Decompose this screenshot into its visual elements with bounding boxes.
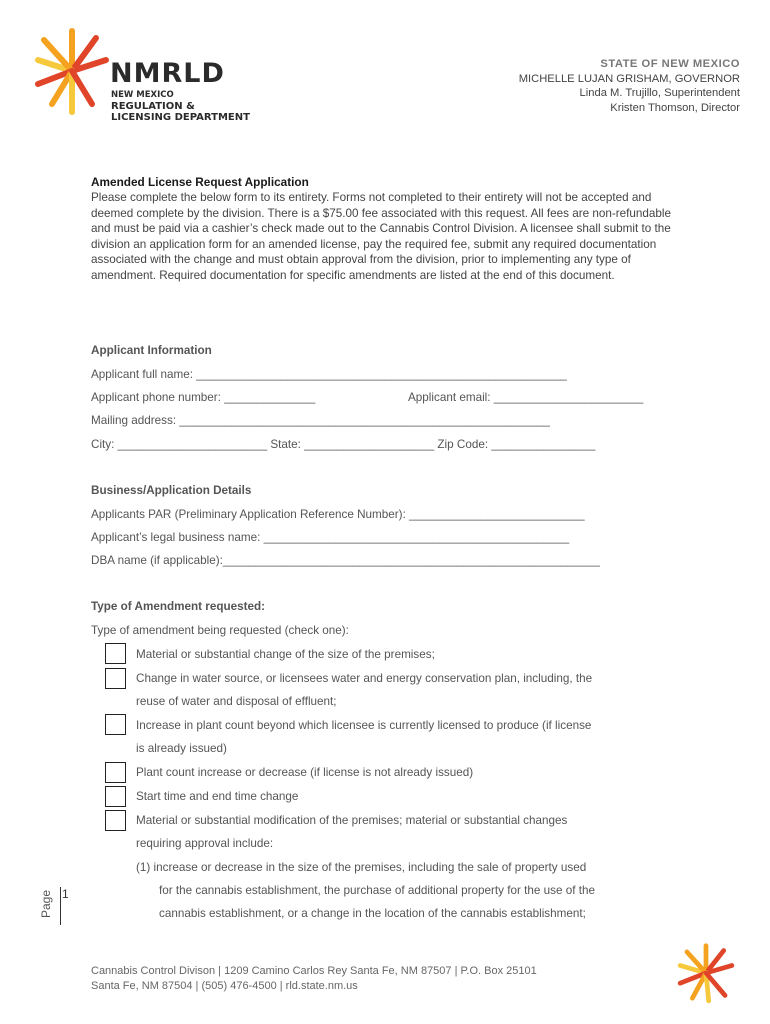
page-number: 1 — [62, 887, 69, 901]
checkbox-plant-count-increase[interactable] — [105, 714, 126, 735]
nmrld-logo-icon — [22, 26, 122, 116]
business-section-title: Business/Application Details — [91, 484, 252, 497]
superintendent: Linda M. Trujillo, Superintendent — [579, 87, 740, 99]
state-header — [519, 57, 740, 115]
amendment-section-title: Type of Amendment requested: — [91, 600, 266, 613]
footer-logo-icon — [672, 942, 740, 1004]
director: Kristen Thomson, Director — [610, 101, 740, 114]
applicant-name-field[interactable]: Applicant full name: _________________________________________________________ — [91, 368, 567, 381]
option-plant-count-increase-cont: is already issued) — [136, 742, 227, 755]
dept-line-1: NEW MEXICO — [111, 90, 174, 100]
option-plant-count-change: Plant count increase or decrease (if license is not already issued) — [136, 766, 474, 779]
checkbox-plant-count-change[interactable] — [105, 762, 126, 783]
governor: MICHELLE LUJAN GRISHAM, GOVERNOR — [518, 72, 740, 85]
checkbox-water-source[interactable] — [105, 668, 126, 689]
brand-name: NMRLD — [110, 58, 225, 89]
state-title: STATE OF NEW MEXICO — [600, 58, 740, 70]
checkbox-size-change[interactable] — [105, 643, 126, 664]
option-start-end-time: Start time and end time change — [136, 790, 299, 803]
par-field[interactable]: Applicants PAR (Preliminary Application Reference Number): ___________________________ — [91, 508, 585, 521]
intro-paragraph: Please complete the below form to its entirety. Forms not completed to their entirety will not be accepted and deemed complete by the division. There is a $75.00 fee associated with this request. All fees are non-refundable and must be paid via a cashier’s check made out to the Cannabis Control Division. A licensee shall submit to the division an application form for an amended license, pay the required fee, submit any required documentation associated with the change and must obtain approval from the division, prior to implementing any type of amendment. Required documentation for specific amendments are listed at the end of this document. — [91, 191, 671, 282]
option-size-change: Material or substantial change of the size of the premises; — [136, 648, 435, 661]
sub-item-1-line-2: for the cannabis establishment, the purchase of additional property for the use of the — [159, 884, 595, 897]
option-premises-modification: Material or substantial modification of the premises; material or substantial changes — [136, 814, 568, 827]
page-label: Page — [39, 889, 53, 919]
option-premises-modification-cont: requiring approval include: — [136, 837, 274, 850]
dba-field[interactable]: DBA name (if applicable):__________________________________________________________ — [91, 554, 600, 567]
intro-section — [91, 175, 681, 283]
option-water-source-cont: reuse of water and disposal of effluent; — [136, 695, 337, 708]
amendment-instruction: Type of amendment being requested (check one): — [91, 624, 349, 637]
option-plant-count-increase: Increase in plant count beyond which licensee is currently licensed to produce (if license — [136, 719, 592, 732]
checkbox-premises-modification[interactable] — [105, 810, 126, 831]
applicant-email-field[interactable]: Applicant email: _______________________ — [408, 391, 644, 404]
dept-line-2: REGULATION & — [111, 101, 195, 112]
city-state-zip-field[interactable]: City: _______________________ State: ____________________ Zip Code: ________________ — [91, 438, 596, 451]
legal-business-name-field[interactable]: Applicant’s legal business name: _______________________________________________ — [91, 531, 570, 544]
footer-line-1: Cannabis Control Divison | 1209 Camino Carlos Rey Santa Fe, NM 87507 | P.O. Box 25101 — [91, 965, 537, 977]
dept-line-3: LICENSING DEPARTMENT — [111, 112, 250, 123]
applicant-section-title: Applicant Information — [91, 344, 212, 357]
form-title: Amended License Request Application — [91, 175, 309, 189]
applicant-phone-field[interactable]: Applicant phone number: ______________ — [91, 391, 316, 404]
option-water-source: Change in water source, or licensees water and energy conservation plan, including, the — [136, 672, 593, 685]
mailing-address-field[interactable]: Mailing address: _________________________________________________________ — [91, 414, 550, 427]
footer — [91, 964, 537, 994]
checkbox-start-end-time[interactable] — [105, 786, 126, 807]
page-indicator — [39, 887, 69, 925]
footer-line-2: Santa Fe, NM 87504 | (505) 476-4500 | rld.state.nm.us — [91, 980, 358, 992]
sub-item-1: (1) increase or decrease in the size of the premises, including the sale of property used — [136, 861, 587, 874]
sub-item-1-line-3: cannabis establishment, or a change in the location of the cannabis establishment; — [159, 907, 586, 920]
department-name — [111, 90, 250, 123]
